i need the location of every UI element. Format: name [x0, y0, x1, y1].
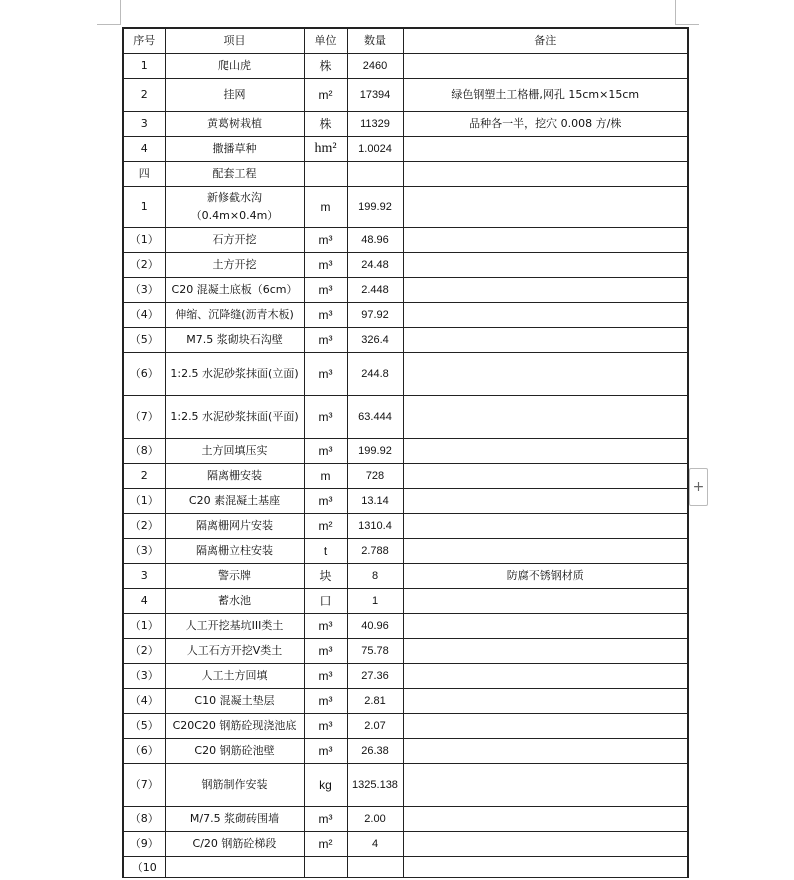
- header-unit: 单位: [304, 28, 347, 53]
- header-remarks: 备注: [403, 28, 688, 53]
- row-index: （7）: [123, 763, 165, 806]
- row-item: C/20 钢筋砼梯段: [165, 831, 304, 856]
- row-unit: m³: [304, 252, 347, 277]
- row-index: （2）: [123, 638, 165, 663]
- row-quantity: 8: [347, 563, 403, 588]
- row-quantity: 2.81: [347, 688, 403, 713]
- row-quantity: 75.78: [347, 638, 403, 663]
- row-item: 黄葛树栽植: [165, 111, 304, 136]
- row-unit: [304, 856, 347, 877]
- row-index: 1: [123, 186, 165, 227]
- row-quantity: [347, 856, 403, 877]
- table-row: [123, 227, 688, 252]
- row-index: 3: [123, 563, 165, 588]
- row-quantity: [347, 161, 403, 186]
- row-item: C20 钢筋砼池壁: [165, 738, 304, 763]
- table-row: [123, 513, 688, 538]
- row-quantity: 2460: [347, 53, 403, 78]
- add-row-button[interactable]: +: [689, 468, 708, 506]
- row-item: 伸缩、沉降缝(沥青木板): [165, 302, 304, 327]
- row-quantity: 27.36: [347, 663, 403, 688]
- row-unit: m³: [304, 395, 347, 438]
- row-unit: m²: [304, 513, 347, 538]
- row-remarks: [403, 227, 688, 252]
- row-index: 四: [123, 161, 165, 186]
- row-quantity: 24.48: [347, 252, 403, 277]
- row-item: 新修截水沟（0.4m×0.4m）: [165, 186, 304, 227]
- table-row: [123, 738, 688, 763]
- row-remarks: [403, 738, 688, 763]
- row-item: 人工石方开挖Ⅴ类土: [165, 638, 304, 663]
- row-quantity: 326.4: [347, 327, 403, 352]
- row-unit: m³: [304, 806, 347, 831]
- row-unit: m³: [304, 352, 347, 395]
- table-row: [123, 161, 688, 186]
- page-corner-mark-left: [97, 24, 121, 25]
- row-quantity: 1325.138: [347, 763, 403, 806]
- table-row: [123, 136, 688, 161]
- table-row: [123, 463, 688, 488]
- row-index: （8）: [123, 806, 165, 831]
- row-unit: m³: [304, 302, 347, 327]
- row-index: （1）: [123, 227, 165, 252]
- quantity-table: [122, 27, 689, 878]
- row-quantity: 17394: [347, 78, 403, 111]
- row-remarks: [403, 856, 688, 877]
- row-quantity: 48.96: [347, 227, 403, 252]
- row-remarks: [403, 352, 688, 395]
- row-index: （3）: [123, 538, 165, 563]
- row-item: 土方回填压实: [165, 438, 304, 463]
- row-unit: m: [304, 463, 347, 488]
- row-remarks: 绿色钢塑土工格栅,网孔 15cm×15cm: [403, 78, 688, 111]
- row-unit: t: [304, 538, 347, 563]
- table-row: [123, 302, 688, 327]
- row-index: （2）: [123, 513, 165, 538]
- row-index: （6）: [123, 738, 165, 763]
- row-quantity: 11329: [347, 111, 403, 136]
- row-index: 4: [123, 588, 165, 613]
- row-item: 1:2.5 水泥砂浆抹面(立面): [165, 352, 304, 395]
- row-index: （1）: [123, 488, 165, 513]
- header-index: 序号: [123, 28, 165, 53]
- row-unit: kg: [304, 763, 347, 806]
- row-unit: [304, 161, 347, 186]
- table-row: [123, 638, 688, 663]
- row-item: 土方开挖: [165, 252, 304, 277]
- row-index: （3）: [123, 663, 165, 688]
- row-index: 1: [123, 53, 165, 78]
- header-quantity: 数量: [347, 28, 403, 53]
- table-row: [123, 252, 688, 277]
- row-quantity: 1: [347, 588, 403, 613]
- row-quantity: 199.92: [347, 186, 403, 227]
- row-quantity: 199.92: [347, 438, 403, 463]
- row-remarks: [403, 277, 688, 302]
- row-index: 2: [123, 78, 165, 111]
- row-remarks: [403, 252, 688, 277]
- table-row: [123, 856, 688, 877]
- table-row: [123, 438, 688, 463]
- table-row: [123, 352, 688, 395]
- row-item: 配套工程: [165, 161, 304, 186]
- page-margin-mark-right: [675, 0, 676, 25]
- row-unit: m: [304, 186, 347, 227]
- row-remarks: [403, 513, 688, 538]
- row-quantity: 2.448: [347, 277, 403, 302]
- table-row: [123, 277, 688, 302]
- row-quantity: 97.92: [347, 302, 403, 327]
- row-remarks: [403, 806, 688, 831]
- row-remarks: [403, 831, 688, 856]
- row-unit: 株: [304, 111, 347, 136]
- row-unit: m³: [304, 438, 347, 463]
- row-item: 隔离栅网片安装: [165, 513, 304, 538]
- row-index: （8）: [123, 438, 165, 463]
- row-unit: 块: [304, 563, 347, 588]
- row-quantity: 4: [347, 831, 403, 856]
- row-item: M7.5 浆砌块石沟壁: [165, 327, 304, 352]
- row-remarks: [403, 713, 688, 738]
- table-row: [123, 613, 688, 638]
- table-row: [123, 538, 688, 563]
- row-unit: m³: [304, 688, 347, 713]
- page-corner-mark-right: [675, 24, 699, 25]
- row-unit: hm²: [304, 136, 347, 161]
- table-row: [123, 395, 688, 438]
- row-remarks: [403, 53, 688, 78]
- row-item: [165, 856, 304, 877]
- row-index: 3: [123, 111, 165, 136]
- row-unit: m³: [304, 638, 347, 663]
- row-item: 1:2.5 水泥砂浆抹面(平面): [165, 395, 304, 438]
- row-remarks: [403, 663, 688, 688]
- table-row: [123, 78, 688, 111]
- table-row: [123, 327, 688, 352]
- row-index: 2: [123, 463, 165, 488]
- row-index: （7）: [123, 395, 165, 438]
- row-quantity: 40.96: [347, 613, 403, 638]
- row-index: （6）: [123, 352, 165, 395]
- row-unit: m³: [304, 613, 347, 638]
- row-item: 隔离栅安装: [165, 463, 304, 488]
- row-remarks: [403, 488, 688, 513]
- row-quantity: 13.14: [347, 488, 403, 513]
- table-row: [123, 806, 688, 831]
- table-row: [123, 488, 688, 513]
- page-margin-mark-left: [120, 0, 121, 25]
- row-remarks: [403, 638, 688, 663]
- row-unit: m³: [304, 713, 347, 738]
- row-item: C10 混凝土垫层: [165, 688, 304, 713]
- table-row: [123, 53, 688, 78]
- table-row: [123, 713, 688, 738]
- row-item: 石方开挖: [165, 227, 304, 252]
- row-item: M/7.5 浆砌砖围墙: [165, 806, 304, 831]
- row-unit: m³: [304, 277, 347, 302]
- row-unit: m³: [304, 227, 347, 252]
- row-quantity: 728: [347, 463, 403, 488]
- row-item: C20 混凝土底板（6cm）: [165, 277, 304, 302]
- table-row: [123, 186, 688, 227]
- row-item: 挂网: [165, 78, 304, 111]
- row-item: 隔离栅立柱安装: [165, 538, 304, 563]
- row-quantity: 1.0024: [347, 136, 403, 161]
- row-item: 蓄水池: [165, 588, 304, 613]
- row-remarks: [403, 302, 688, 327]
- row-quantity: 1310.4: [347, 513, 403, 538]
- row-item: 警示牌: [165, 563, 304, 588]
- row-quantity: 2.07: [347, 713, 403, 738]
- row-unit: m³: [304, 488, 347, 513]
- row-index: 4: [123, 136, 165, 161]
- row-remarks: [403, 136, 688, 161]
- row-index: （5）: [123, 327, 165, 352]
- row-index: （1）: [123, 613, 165, 638]
- row-item: 人工土方回填: [165, 663, 304, 688]
- row-item: 撒播草种: [165, 136, 304, 161]
- row-unit: m³: [304, 738, 347, 763]
- table-row: [123, 111, 688, 136]
- row-index: （4）: [123, 302, 165, 327]
- row-remarks: [403, 186, 688, 227]
- row-remarks: [403, 588, 688, 613]
- row-item: 人工开挖基坑III类土: [165, 613, 304, 638]
- table-row: [123, 688, 688, 713]
- row-remarks: [403, 161, 688, 186]
- row-unit: 株: [304, 53, 347, 78]
- row-index: （9）: [123, 831, 165, 856]
- row-unit: m²: [304, 831, 347, 856]
- row-item: C20C20 钢筋砼现浇池底: [165, 713, 304, 738]
- row-quantity: 26.38: [347, 738, 403, 763]
- row-remarks: [403, 438, 688, 463]
- row-unit: m³: [304, 663, 347, 688]
- row-item: 爬山虎: [165, 53, 304, 78]
- row-quantity: 244.8: [347, 352, 403, 395]
- row-index: （10: [123, 856, 165, 877]
- row-remarks: [403, 463, 688, 488]
- row-index: （5）: [123, 713, 165, 738]
- row-index: （4）: [123, 688, 165, 713]
- row-unit: m²: [304, 78, 347, 111]
- table-row: [123, 663, 688, 688]
- row-remarks: [403, 763, 688, 806]
- row-index: （2）: [123, 252, 165, 277]
- table-header-row: [123, 28, 688, 53]
- row-remarks: [403, 613, 688, 638]
- table-row: [123, 831, 688, 856]
- row-remarks: [403, 327, 688, 352]
- row-item: 钢筋制作安装: [165, 763, 304, 806]
- row-quantity: 2.788: [347, 538, 403, 563]
- row-quantity: 63.444: [347, 395, 403, 438]
- row-remarks: 防腐不锈钢材质: [403, 563, 688, 588]
- row-quantity: 2.00: [347, 806, 403, 831]
- row-remarks: [403, 395, 688, 438]
- row-remarks: [403, 538, 688, 563]
- row-remarks: [403, 688, 688, 713]
- table-row: [123, 763, 688, 806]
- row-index: （3）: [123, 277, 165, 302]
- row-unit: m³: [304, 327, 347, 352]
- row-item: C20 素混凝土基座: [165, 488, 304, 513]
- table-row: [123, 563, 688, 588]
- table-row: [123, 588, 688, 613]
- header-item: 项目: [165, 28, 304, 53]
- row-unit: 口: [304, 588, 347, 613]
- row-remarks: 品种各一半，挖穴 0.008 方/株: [403, 111, 688, 136]
